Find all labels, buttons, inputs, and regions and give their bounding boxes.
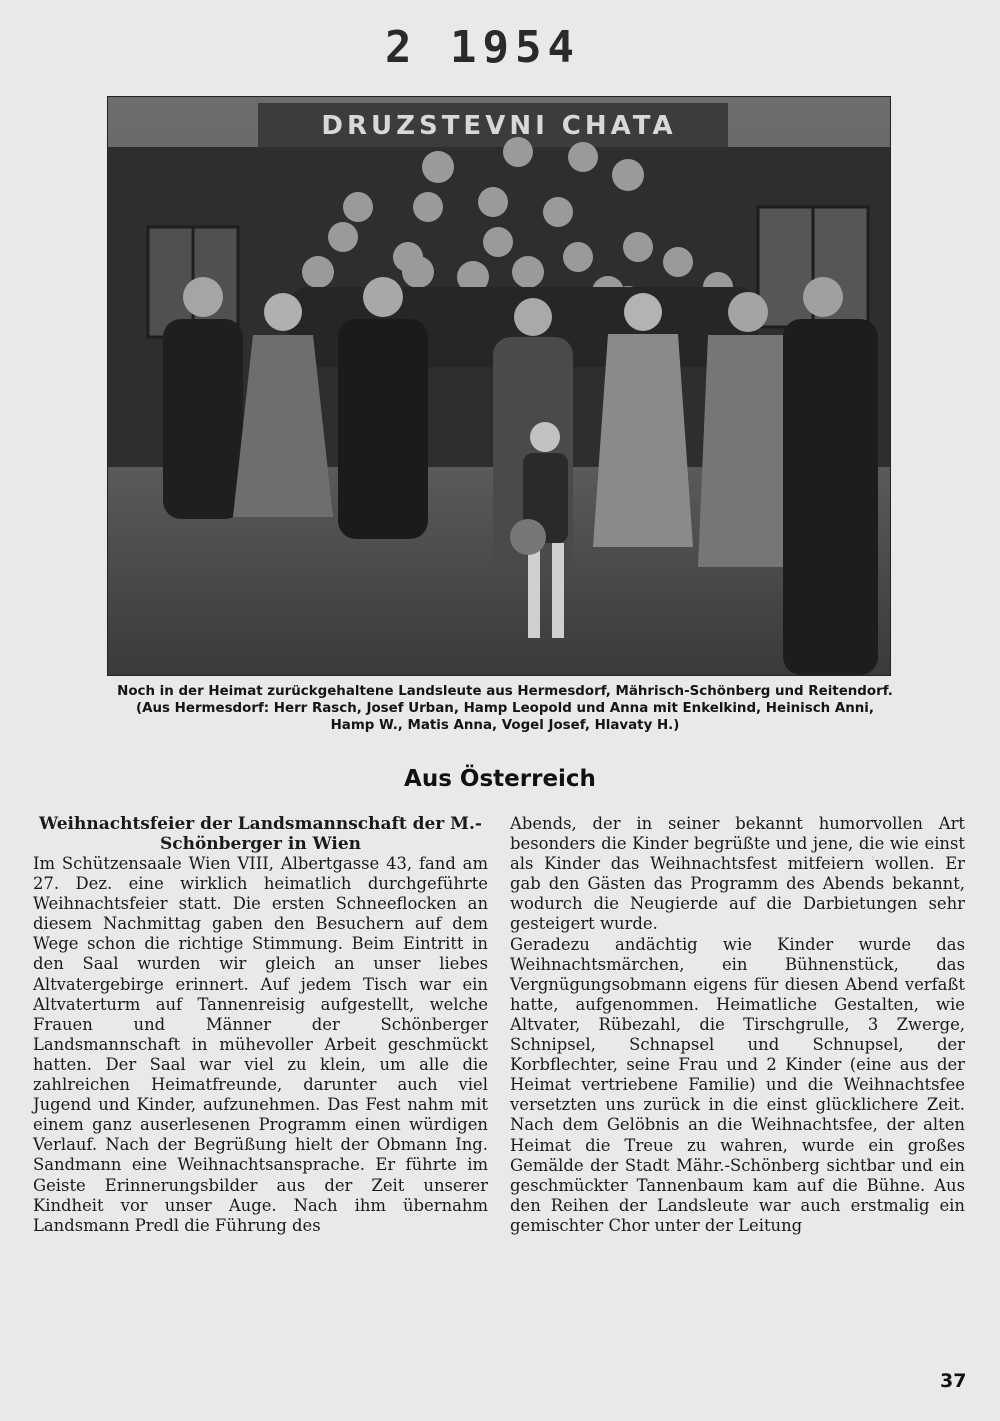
article-paragraph: Abends, der in seiner bekannt humorvollen Art besonders die Kinder begrüßte und jene, die wie einst als Kinder das Weihnachtsfest mitfeiern wollen. Er gab den Gästen das Programm des Abends bekannt, wodurch die Neugierde auf die Darbietungen sehr gesteigert wurde. [510, 814, 965, 934]
article-paragraph: Geradezu andächtig wie Kinder wurde das Weihnachtsmärchen, ein Bühnenstück, das Vergnügungsobmann eigens für diesen Abend verfaßt hatte, aufgenommen. Heimatliche Gestalten, wie Altvater, Rübezahl, die Tirschgrulle, 3 Zwerge, Schnipsel, Schnapsel und Schnupsel, der Korbflechter, seine Frau und 2 Kinder (eine aus der Heimat vertriebene Familie) und die Weihnachtsfee versetzten uns zurück in die einst glücklichere Zeit. Nach dem Gelöbnis an die Weihnachtsfee, der alten Heimat die Treue zu wahren, wurde ein großes Gemälde der Stadt Mähr.-Schönberg sichtbar und ein geschmückter Tannenbaum kam auf die Bühne. Aus den Reihen der Landsleute war auch erstmalig ein gemischter Chor unter der Leitung [510, 934, 965, 1235]
photo-caption: Noch in der Heimat zurückgehaltene Landsleute aus Hermesdorf, Mährisch-Schönberg und Reitendorf. (Aus Hermesdorf: Herr Rasch, Josef Urban, Hamp Leopold und Anna mit Enkelkind, Heinisch Anni, Hamp W., Matis Anna, Vogel Josef, Hlavaty H.) [117, 684, 893, 733]
group-photo [107, 96, 891, 676]
page-number: 37 [940, 1370, 967, 1392]
issue-stamp: 2 1954 [385, 22, 580, 73]
group-photo-drawing [108, 97, 890, 675]
article-headline: Weihnachtsfeier der Landsmannschaft der M.-Schönberger in Wien [39, 814, 482, 854]
right-column [510, 814, 965, 1236]
section-title: Aus Österreich [404, 766, 596, 792]
photo-sign: DRUZSTEVNI CHATA [321, 111, 677, 141]
left-column [33, 814, 488, 1236]
article-paragraph: Im Schützensaale Wien VIII, Albertgasse 43, fand am 27. Dez. eine wirklich heimatlich durchgeführte Weihnachtsfeier statt. Die ersten Schneeflocken an diesem Nachmittag gaben den Besuchern auf dem Wege schon die richtige Stimmung. Beim Eintritt in den Saal wurden wir gleich an unser liebes Altvatergebirge erinnert. Auf jedem Tisch war ein Altvaterturm auf Tannenreisig aufgestellt, welche Frauen und Männer der Schönberger Landsmannschaft in mühevoller Arbeit geschmückt hatten. Der Saal war viel zu klein, um alle die zahlreichen Heimatfreunde, darunter auch viel Jugend und Kinder, aufzunehmen. Das Fest nahm mit einem ganz auserlesenen Programm einen würdigen Verlauf. Nach der Begrüßung hielt der Obmann Ing. Sandmann eine Weihnachtsansprache. Er führte im Geiste Erinnerungsbilder aus der Zeit unserer Kindheit vor unser Auge. Nach ihm übernahm Landsmann Predl die Führung des [33, 854, 488, 1235]
